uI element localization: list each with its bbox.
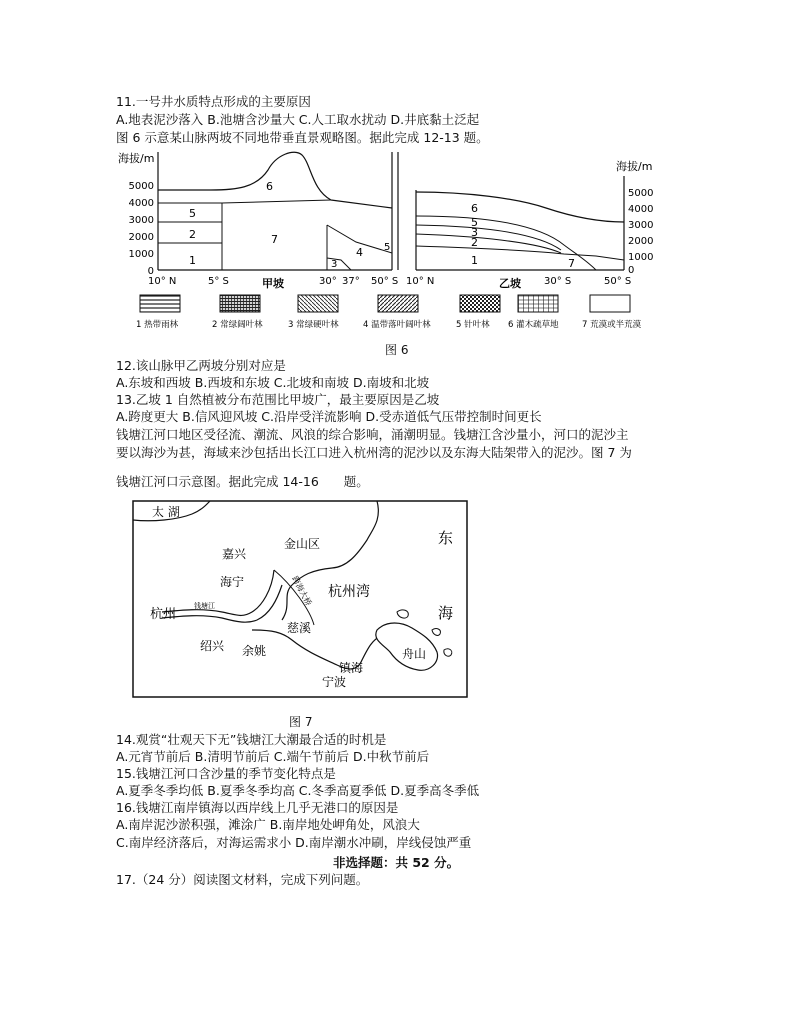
legend-item: 7 荒漠或半荒漠 — [582, 320, 642, 330]
xtick: 10° N — [406, 276, 435, 287]
slope-yi: 乙坡 — [499, 277, 521, 290]
ytick: 5000 — [628, 188, 654, 199]
ytick: 0 — [147, 266, 154, 277]
ytick: 4000 — [128, 198, 154, 209]
label-qiantang-river: 钱塘江 — [194, 602, 215, 610]
legend — [136, 295, 642, 330]
legend-item: 2 常绿阔叶林 — [212, 320, 263, 330]
ytick: 2000 — [628, 236, 654, 247]
ytick: 2000 — [128, 232, 154, 243]
fig7-intro-line3: 钱塘江河口示意图。据此完成 14-16 题。 — [116, 474, 369, 489]
q16-stem: 16.钱塘江南岸镇海以西岸线上几乎无港口的原因是 — [116, 800, 399, 815]
place-hangzhou-bay: 杭州湾 — [328, 584, 370, 600]
zone-label: 3 — [331, 259, 338, 270]
legend-item: 3 常绿硬叶林 — [288, 320, 339, 330]
xtick: 5° S — [208, 276, 229, 287]
legend-item: 1 热带雨林 — [136, 320, 179, 330]
place-ningbo: 宁波 — [322, 675, 347, 689]
place-cixi: 慈溪 — [287, 621, 312, 635]
zone-label: 5 — [189, 207, 196, 220]
zone-label: 2 — [471, 236, 478, 249]
q13-stem: 13.乙坡 1 自然植被分布范围比甲坡广，最主要原因是乙坡 — [116, 392, 440, 407]
q16-options-cd: C.南岸经济落后，对海运需求小 D.南岸潮水冲刷，岸线侵蚀严重 — [116, 835, 472, 850]
ylabel-right: 海拔/m — [616, 160, 653, 173]
legend-item: 6 灌木疏草地 — [508, 320, 559, 330]
figure-6 — [116, 150, 676, 350]
zone-label: 6 — [266, 180, 273, 193]
q13-options: A.跨度更大 B.信风迎风坡 C.沿岸受洋流影响 D.受赤道低气压带控制时间更长 — [116, 409, 542, 424]
xtick: 10° N — [148, 276, 177, 287]
xtick: 37° — [342, 276, 360, 287]
zone-label: 7 — [568, 257, 575, 270]
q11-stem: 11.一号井水质特点形成的主要原因 — [116, 94, 311, 109]
zone-label: 1 — [189, 254, 196, 267]
ytick: 4000 — [628, 204, 654, 215]
label-cross-sea-bridge: 跨海大桥 — [290, 574, 314, 608]
xtick: 50° S — [371, 276, 399, 287]
figure-7 — [132, 500, 468, 698]
q12-options: A.东坡和西坡 B.西坡和东坡 C.北坡和南坡 D.南坡和北坡 — [116, 375, 430, 390]
xtick: 30° — [319, 276, 337, 287]
ytick: 0 — [628, 265, 635, 276]
legend-item: 4 温带落叶阔叶林 — [363, 320, 431, 330]
ytick: 3000 — [628, 220, 654, 231]
legend-item: 5 针叶林 — [456, 320, 490, 330]
ytick: 5000 — [128, 181, 154, 192]
q12-stem: 12.该山脉甲乙两坡分别对应是 — [116, 358, 286, 373]
q11-options: A.地表泥沙落入 B.池塘含沙量大 C.人工取水扰动 D.井底黏土泛起 — [116, 112, 480, 127]
fig6-caption: 图 6 — [385, 343, 409, 357]
place-jinshan: 金山区 — [284, 537, 321, 551]
zone-label: 6 — [471, 202, 478, 215]
fig7-intro-line1: 钱塘江河口地区受径流、潮流、风浪的综合影响，涌潮明显。钱塘江含沙量小，河口的泥沙主 — [116, 427, 629, 442]
ytick: 3000 — [128, 215, 154, 226]
yticks-left — [129, 181, 154, 277]
place-yuyao: 余姚 — [242, 644, 267, 658]
label-sea: 海 — [438, 604, 454, 622]
fig6-intro: 图 6 示意某山脉两坡不同地带垂直景观略图。据此完成 12-13 题。 — [116, 130, 489, 145]
zone-label: 2 — [189, 228, 196, 241]
place-jiaxing: 嘉兴 — [222, 547, 247, 561]
fig7-caption: 图 7 — [289, 715, 313, 729]
place-taihu: 太 湖 — [152, 505, 180, 519]
fig7-intro-line2: 要以海沙为甚，海域来沙包括出长江口进入杭州湾的泥沙以及东海大陆架带入的泥沙。图 7 为 — [116, 445, 632, 460]
place-zhenhai: 镇海 — [339, 661, 364, 675]
zone-label: 4 — [356, 246, 363, 259]
q14-stem: 14.观赏“壮观天下无”钱塘江大潮最合适的时机是 — [116, 732, 387, 747]
ylabel-left: 海拔/m — [118, 152, 155, 165]
place-shaoxing: 绍兴 — [200, 639, 225, 653]
ytick: 1000 — [128, 249, 154, 260]
label-east: 东 — [438, 529, 454, 547]
q15-options: A.夏季冬季均低 B.夏季冬季均高 C.冬季高夏季低 D.夏季高冬季低 — [116, 783, 480, 798]
q15-stem: 15.钱塘江河口含沙量的季节变化特点是 — [116, 766, 336, 781]
q16-options-ab: A.南岸泥沙淤积强，滩涂广 B.南岸地处岬角处，风浪大 — [116, 817, 420, 832]
zone-label: 5 — [471, 216, 478, 229]
place-hangzhou: 杭州 — [150, 607, 177, 622]
xtick: 50° S — [604, 276, 632, 287]
yticks-right — [628, 188, 653, 276]
slope-jia: 甲坡 — [262, 277, 284, 290]
xtick: 30° S — [544, 276, 572, 287]
zone-label: 5 — [384, 242, 391, 253]
place-haining: 海宁 — [220, 575, 245, 589]
zone-label: 3 — [471, 226, 478, 239]
zone-label: 7 — [271, 233, 278, 246]
section-heading: 非选择题：共 52 分。 — [333, 855, 460, 870]
zone-label: 1 — [471, 254, 478, 267]
ytick: 1000 — [628, 252, 654, 263]
place-zhoushan: 舟山 — [402, 647, 427, 661]
q17-stem: 17.（24 分）阅读图文材料，完成下列问题。 — [116, 872, 369, 887]
q14-options: A.元宵节前后 B.清明节前后 C.端午节前后 D.中秋节前后 — [116, 749, 430, 764]
